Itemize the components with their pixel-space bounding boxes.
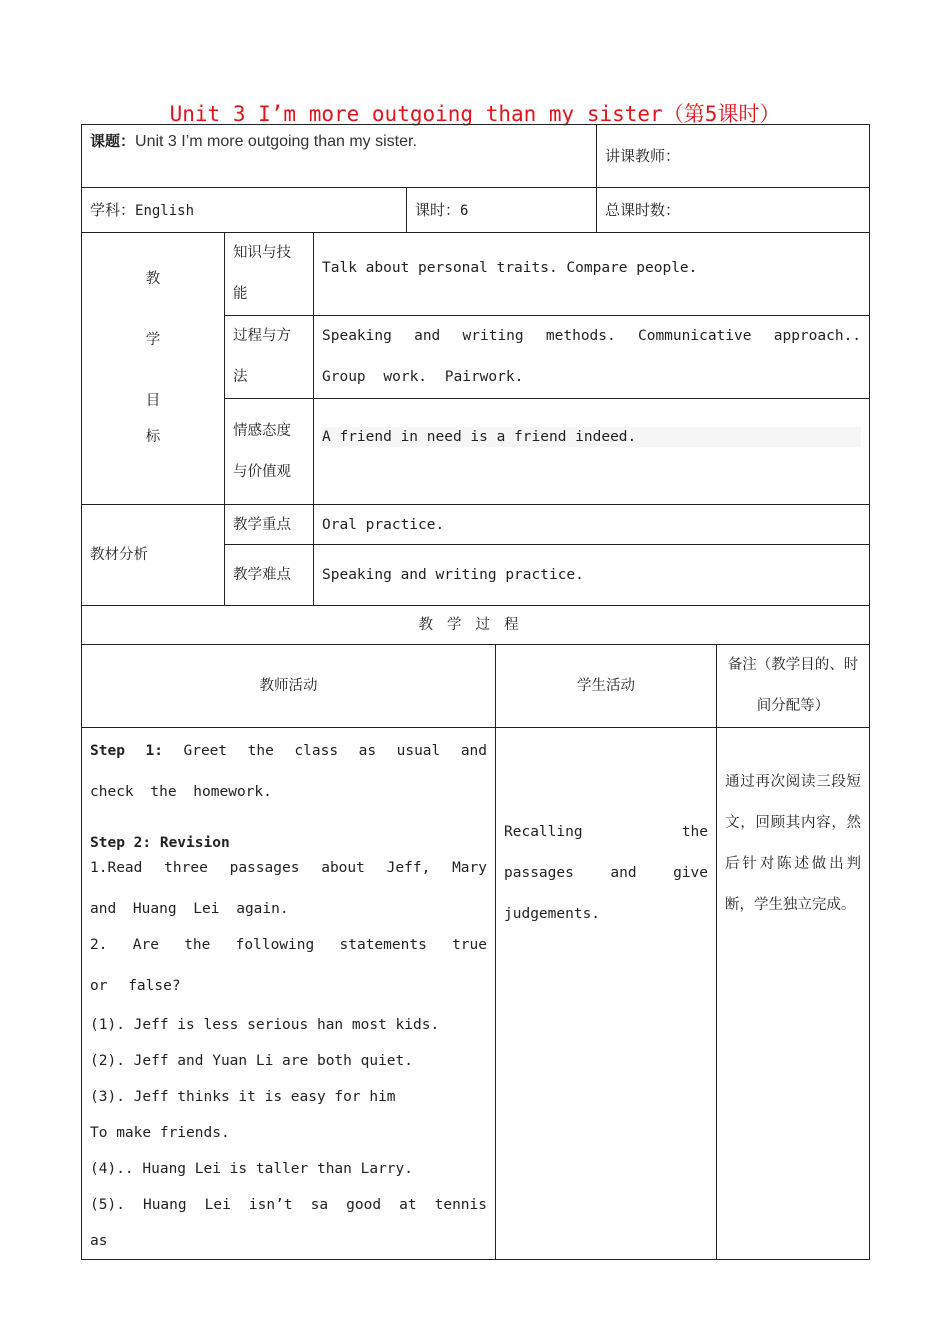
teacher-cell bbox=[597, 125, 870, 188]
period-cell bbox=[407, 188, 597, 233]
objective-label: 知识与技能 bbox=[225, 233, 314, 316]
student-activity-cell bbox=[496, 728, 717, 1260]
notes-text: 通过再次阅读三段短文，回顾其内容，然后针对陈述做出判断，学生独立完成。 bbox=[725, 774, 862, 913]
step1-label: Step 1: bbox=[90, 743, 163, 759]
topic-label: 课题： bbox=[90, 132, 136, 150]
notes-cell bbox=[717, 728, 870, 1260]
period-value: 6 bbox=[460, 202, 469, 219]
objective-label: 情感态度与价值观 bbox=[225, 399, 314, 505]
step1-text: Greet the class as usual and check the homework. bbox=[90, 743, 488, 800]
student-activity-text: Recalling the passages and give judgements. bbox=[504, 824, 709, 922]
difficult-point-value: Speaking and writing practice. bbox=[314, 545, 870, 606]
analysis-label: 教材分析 bbox=[82, 505, 225, 606]
topic-row bbox=[82, 125, 870, 188]
objective-content bbox=[314, 399, 870, 505]
revision-item: 1.Read three passages about Jeff, Mary and Huang Lei again. bbox=[90, 860, 487, 917]
objectives-label-cell bbox=[82, 233, 225, 505]
subject-label: 学科： bbox=[90, 200, 136, 219]
key-point-label: 教学重点 bbox=[225, 505, 314, 545]
process-heading-row bbox=[82, 606, 870, 645]
statement: To make friends. bbox=[90, 1125, 230, 1141]
teacher-activity-cell bbox=[82, 728, 496, 1260]
subject-cell bbox=[82, 188, 407, 233]
objective-content: Talk about personal traits. Compare people. bbox=[314, 233, 870, 316]
objective-content-text: A friend in need is a friend indeed. bbox=[322, 427, 861, 447]
analysis-row bbox=[82, 505, 870, 545]
process-columns-row bbox=[82, 645, 870, 728]
statement: (2). Jeff and Yuan Li are both quiet. bbox=[90, 1053, 414, 1069]
total-periods-label: 总课时数： bbox=[605, 200, 681, 219]
objectives-char: 学 bbox=[145, 332, 161, 348]
period-label: 课时： bbox=[415, 200, 461, 219]
topic-cell bbox=[82, 125, 597, 188]
student-activity-header: 学生活动 bbox=[496, 645, 717, 728]
difficult-point-label: 教学难点 bbox=[225, 545, 314, 606]
process-heading: 教学过程 bbox=[82, 606, 870, 645]
teacher-activity-header: 教师活动 bbox=[82, 645, 496, 728]
objective-row bbox=[82, 233, 870, 316]
objectives-char: 教 bbox=[145, 271, 161, 287]
statement: (4).. Huang Lei is taller than Larry. bbox=[90, 1161, 414, 1177]
revision-item: 2. Are the following statements true or false? bbox=[90, 937, 487, 994]
statement: (3). Jeff thinks it is easy for him bbox=[90, 1089, 396, 1105]
objectives-char: 目 bbox=[145, 393, 161, 409]
subject-row bbox=[82, 188, 870, 233]
statement: (1). Jeff is less serious han most kids. bbox=[90, 1017, 440, 1033]
notes-header: 备注（教学目的、时间分配等） bbox=[717, 645, 870, 728]
teacher-label: 讲课教师： bbox=[605, 146, 681, 165]
objectives-char: 标 bbox=[145, 429, 161, 445]
step1-paragraph bbox=[90, 731, 487, 813]
topic-text: Unit 3 I’m more outgoing than my sister. bbox=[135, 133, 417, 150]
lesson-plan-table bbox=[81, 124, 870, 1260]
key-point-value: Oral practice. bbox=[314, 505, 870, 545]
subject-value: English bbox=[135, 202, 195, 219]
activity-row bbox=[82, 728, 870, 1260]
objective-content: Speaking and writing methods. Communicative approach.. Group work. Pairwork. bbox=[314, 316, 870, 399]
total-periods-cell bbox=[597, 188, 870, 233]
step2-label: Step 2: Revision bbox=[90, 835, 230, 851]
statement: (5). Huang Lei isn’t sa good at tennis as bbox=[90, 1197, 487, 1249]
objective-label: 过程与方法 bbox=[225, 316, 314, 399]
document-title: Unit 3 I’m more outgoing than my sister（第5课时） bbox=[169, 102, 781, 126]
